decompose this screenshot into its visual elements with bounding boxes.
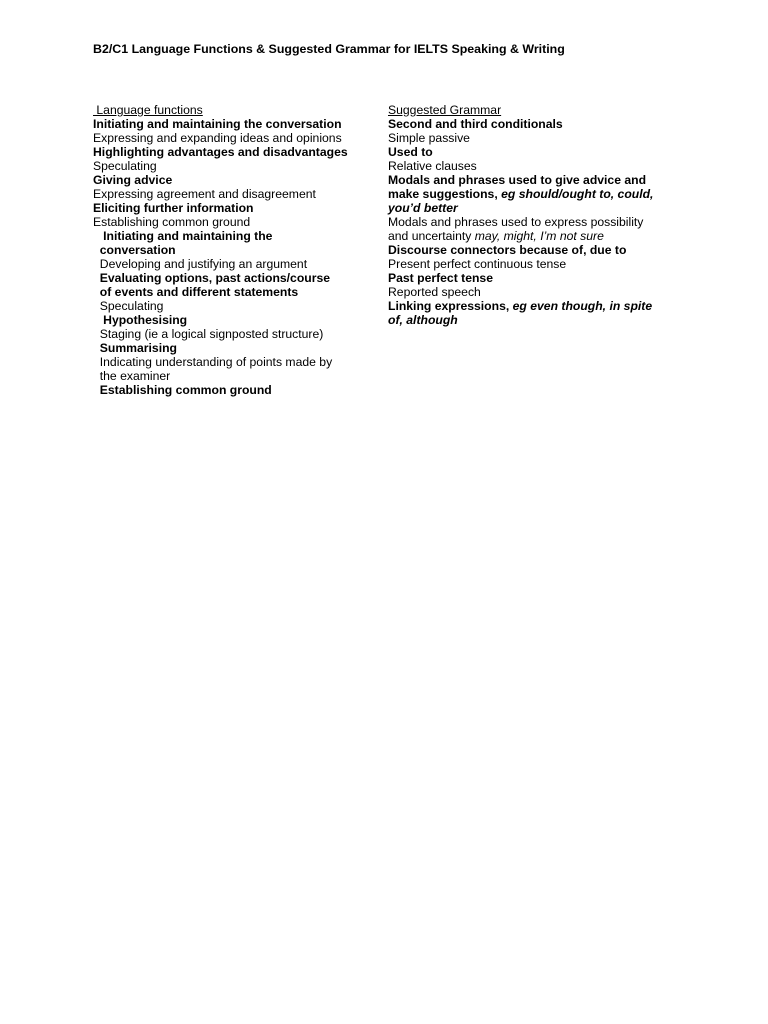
- text-line: [388, 103, 678, 117]
- text-run: and uncertainty: [388, 229, 475, 243]
- text-line: [388, 159, 678, 173]
- text-run: Past perfect tense: [388, 271, 493, 285]
- text-run: Developing and justifying an argument: [93, 257, 308, 271]
- text-run: Eliciting further information: [93, 201, 254, 215]
- text-run: Second and third conditionals: [388, 117, 563, 131]
- text-run: of, although: [388, 313, 458, 327]
- text-line: [388, 271, 678, 285]
- text-line: [93, 173, 378, 187]
- text-run: Speculating: [93, 299, 164, 313]
- text-line: [388, 257, 678, 271]
- text-line: [93, 313, 378, 327]
- text-run: Hypothesising: [93, 313, 188, 327]
- text-run: Relative clauses: [388, 159, 477, 173]
- text-run: eg should/ought to, could,: [501, 187, 654, 201]
- text-run: you’d better: [388, 201, 458, 215]
- text-line: [388, 145, 678, 159]
- text-run: Modals and phrases used to express possibility: [388, 215, 644, 229]
- text-line: [93, 215, 378, 229]
- text-line: [93, 131, 378, 145]
- language-functions-column: [93, 103, 378, 397]
- text-line: [388, 229, 678, 243]
- text-line: [93, 355, 378, 369]
- text-run: of events and different statements: [93, 285, 299, 299]
- text-line: [93, 201, 378, 215]
- text-run: Reported speech: [388, 285, 481, 299]
- text-run: Used to: [388, 145, 433, 159]
- text-run: Language functions: [93, 103, 203, 117]
- text-line: [388, 131, 678, 145]
- text-run: Initiating and maintaining the: [93, 229, 273, 243]
- text-line: [93, 229, 378, 243]
- suggested-grammar-column: [388, 103, 678, 327]
- text-line: [93, 117, 378, 131]
- text-line: [388, 313, 678, 327]
- text-line: [388, 187, 678, 201]
- text-line: [93, 271, 378, 285]
- text-run: Initiating and maintaining the conversation: [93, 117, 342, 131]
- text-run: Summarising: [93, 341, 177, 355]
- text-run: Linking expressions,: [388, 299, 513, 313]
- text-run: make suggestions,: [388, 187, 502, 201]
- text-run: Establishing common ground: [93, 215, 251, 229]
- text-run: Suggested Grammar: [388, 103, 502, 117]
- text-run: Highlighting advantages and disadvantages: [93, 145, 348, 159]
- text-line: [388, 173, 678, 187]
- document-title: B2/C1 Language Functions & Suggested Grammar for IELTS Speaking & Writing: [93, 42, 565, 56]
- text-line: [388, 243, 678, 257]
- text-run: Discourse connectors because of, due to: [388, 243, 627, 257]
- text-run: conversation: [93, 243, 176, 257]
- text-line: [93, 285, 378, 299]
- text-run: Expressing agreement and disagreement: [93, 187, 316, 201]
- text-run: Indicating understanding of points made by: [93, 355, 333, 369]
- text-line: [93, 187, 378, 201]
- text-line: [93, 145, 378, 159]
- text-line: [93, 341, 378, 355]
- text-line: [388, 285, 678, 299]
- text-run: Present perfect continuous tense: [388, 257, 567, 271]
- text-line: [93, 327, 378, 341]
- text-line: [93, 369, 378, 383]
- text-run: Giving advice: [93, 173, 173, 187]
- text-run: Staging (ie a logical signposted structure): [93, 327, 324, 341]
- text-line: [388, 201, 678, 215]
- text-line: [388, 299, 678, 313]
- text-line: [388, 117, 678, 131]
- text-run: Simple passive: [388, 131, 470, 145]
- text-line: [93, 103, 378, 117]
- text-run: Establishing common ground: [93, 383, 272, 397]
- text-line: [93, 299, 378, 313]
- text-run: Expressing and expanding ideas and opinions: [93, 131, 342, 145]
- text-run: may, might, I’m not sure: [474, 229, 604, 243]
- text-line: [93, 383, 378, 397]
- text-line: [93, 159, 378, 173]
- text-line: [93, 257, 378, 271]
- text-run: Modals and phrases used to give advice and: [388, 173, 647, 187]
- text-run: the examiner: [93, 369, 171, 383]
- text-run: Speculating: [93, 159, 157, 173]
- text-line: [93, 243, 378, 257]
- text-run: Evaluating options, past actions/course: [93, 271, 331, 285]
- text-line: [388, 215, 678, 229]
- text-run: eg even though, in spite: [512, 299, 653, 313]
